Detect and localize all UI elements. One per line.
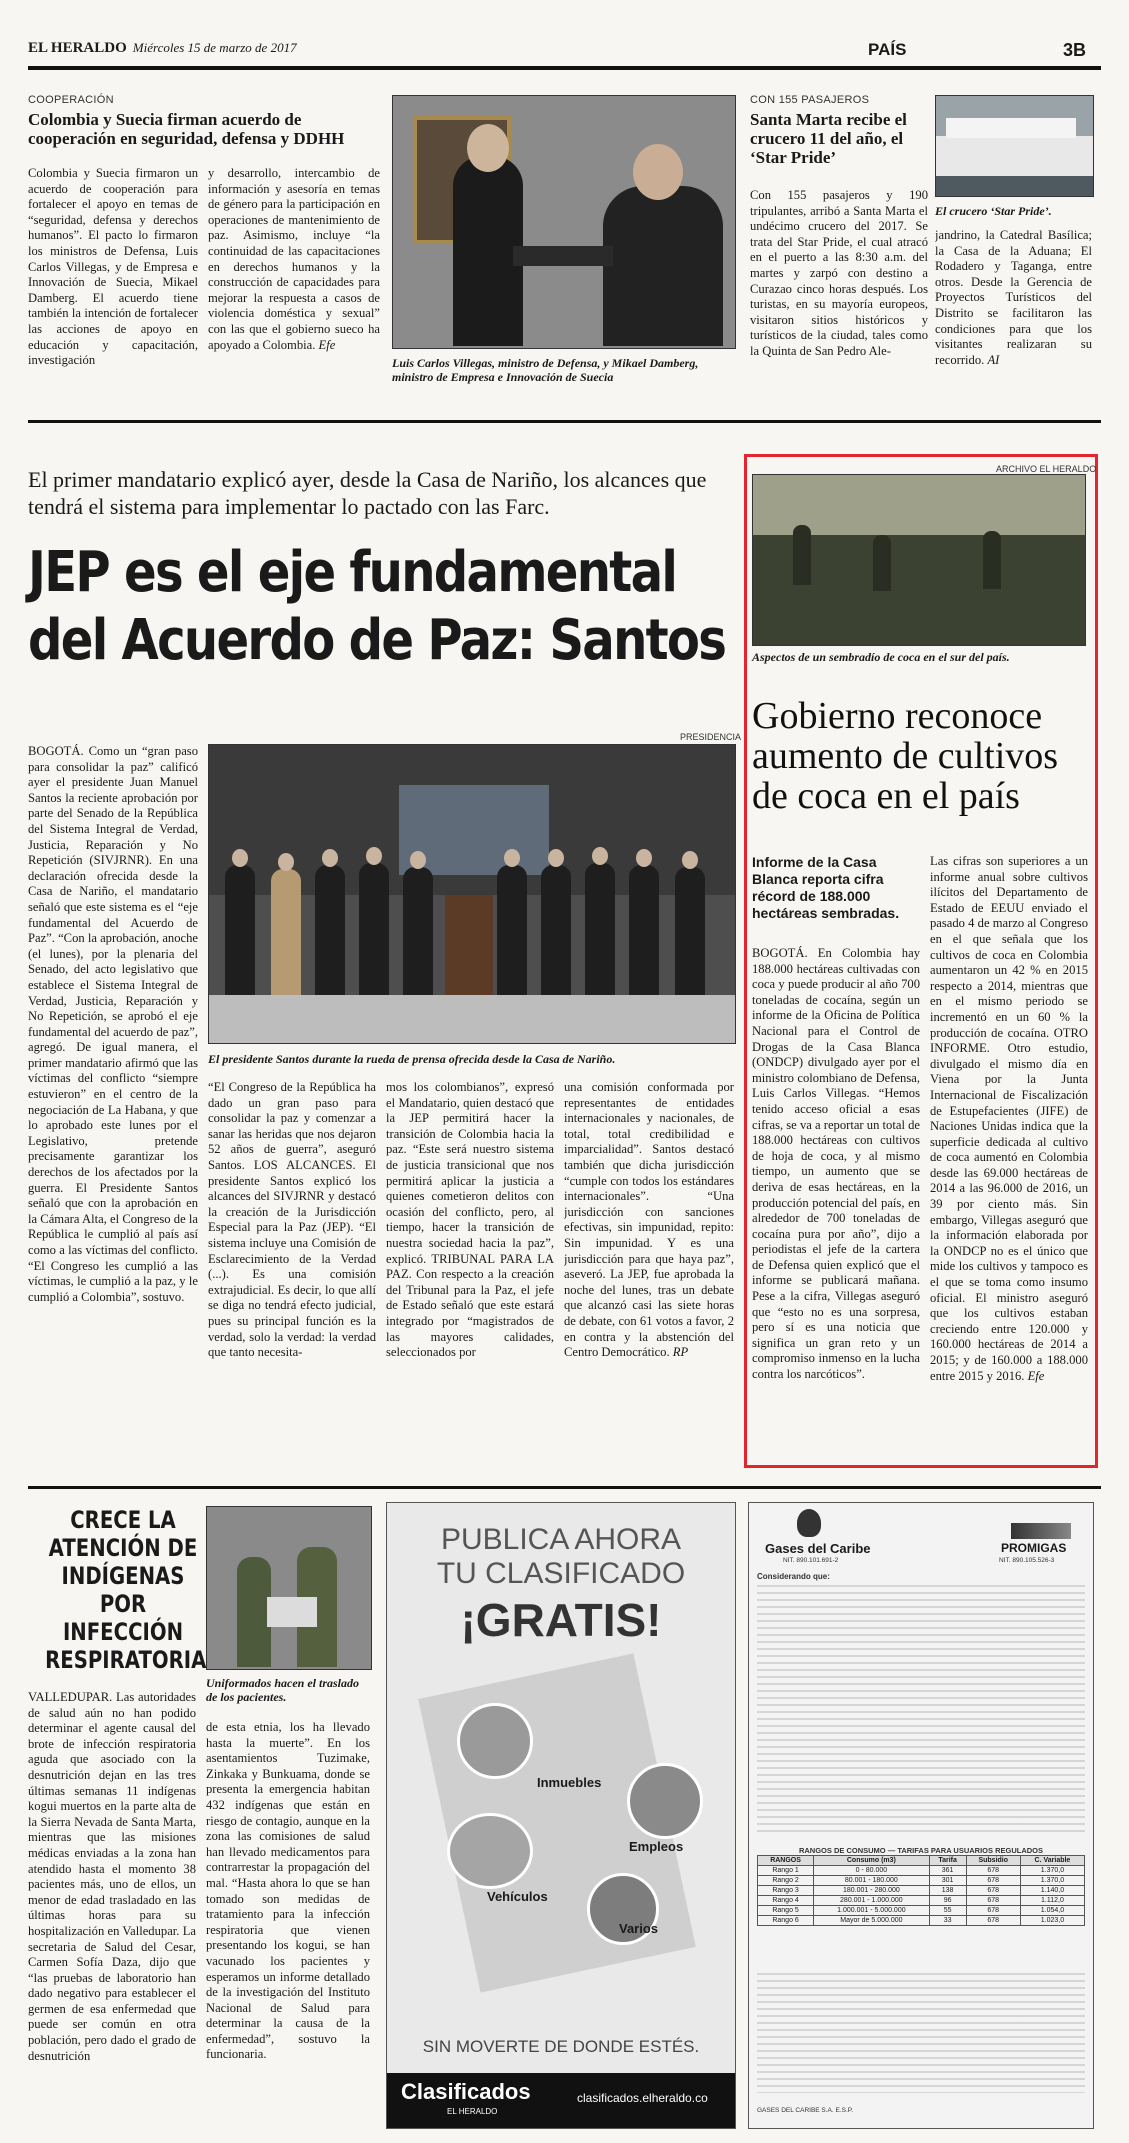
person (403, 867, 433, 995)
table-title2: TARIFAS PARA USUARIOS REGULADOS (897, 1846, 1044, 1855)
gas-footer: GASES DEL CARIBE S.A. E.S.P. (757, 2107, 854, 2114)
section-label: PAÍS (868, 40, 907, 59)
table-row (758, 1885, 1085, 1895)
ad-brand-sub: EL HERALDO (447, 2107, 498, 2116)
person (315, 865, 345, 995)
coca-col2 (930, 854, 1088, 1456)
jep-headline-1: JEP es el eje fundamental (28, 540, 677, 605)
ad-cat-vehiculos: Vehículos (487, 1889, 548, 1904)
stretcher (267, 1597, 317, 1627)
table-cell: 33 (929, 1915, 966, 1925)
podium (445, 895, 493, 995)
person (629, 865, 659, 995)
ad-url: clasificados.elheraldo.co (577, 2091, 708, 2105)
person (497, 865, 527, 995)
person (225, 865, 255, 995)
table-cell: 180.001 - 280.000 (814, 1885, 929, 1895)
jep-col4-text: una comisión conformada por representantes de entidades internacionales y nacionales, de total, total credibilidad e imparcialidad”. Santos destacó también que dicha jurisdicción “cumple con todos los estándares internacionales”. “Una jurisdicción con sanciones efectivas, sin impunidad, repito: Sin impunidad. Y es una jurisdicción para que haya paz”, aseveró. La JEP, fue aprobada la noche del lunes, tras un debate que alcanzó casi las siete horas de debate, con 61 votos a favor, 2 en contra y la abstención del Centro Democrático. (564, 1080, 734, 1360)
issue-date: Miércoles 15 de marzo de 2017 (132, 40, 297, 55)
ad-line1: PUBLICA AHORA (440, 1523, 682, 1556)
coop-kicker: COOPERACIÓN (28, 94, 114, 106)
coop-title: Colombia y Suecia firman acuerdo de cooperación en seguridad, defensa y DDHH (28, 110, 345, 148)
table-cell: 1.370,0 (1020, 1875, 1084, 1885)
table-cell: 678 (966, 1875, 1020, 1885)
jep-col1 (28, 744, 198, 1444)
gas-company-nit: NIT. 890.101.691-2 (783, 1557, 839, 1564)
jep-headline-2: del Acuerdo de Paz: Santos (28, 608, 726, 673)
table-cell: 0 - 80.000 (814, 1865, 929, 1875)
table-cell: 80.001 - 180.000 (814, 1875, 929, 1885)
jep-col2-text: “El Congreso de la República ha dado un gran paso para consolidar la paz y comenzar a sanar las heridas que nos dejaron 52 años de guerra”, aseguró Santos. LOS ALCANCES. El presidente Santos explicó los alcances del SIVJRNR y destacó la creación de la Jurisdicción Especial para la Paz (JEP). “El sistema incluye una Comisión de Esclarecimiento de la Verdad (...). Es una comisión extrajudicial. Es decir, lo que allí se diga no tendrá efecto judicial, pues su principal función es la verdad, solo la verdad: la verdad que tanto necesita- (208, 1080, 376, 1360)
water (936, 176, 1093, 196)
soldier (873, 535, 891, 591)
coop-col1-text: Colombia y Suecia firmaron un acuerdo de cooperación para fortalecer el apoyo en temas de “seguridad, defensa y derechos humanos”. El pacto lo firmaron los ministros de Defensa, Luis Carlos Villegas, y de Empresa e Innovación de Suecia, Mikael Damberg. El acuerdo tiene también la intención de fortalecer las acciones de apoyo en educación y capacitación, investigación (28, 166, 198, 368)
cruise-col2-text: jandrino, la Catedral Basílica; la Casa de la Aduana; El Rodadero y Taganga, entre otros. Desde la Gerencia de Proyectos Turísticos del Distrito se facilitaron las condiciones para que los visitantes realizaran su recorrido. (935, 228, 1092, 367)
table-row (758, 1865, 1085, 1875)
ad-cat-inmuebles: Inmuebles (537, 1775, 602, 1790)
table-title: RANGOS DE CONSUMO (798, 1846, 886, 1855)
coca-col1-text: BOGOTÁ. En Colombia hay 188.000 hectáreas cultivadas con coca y puede producir al año 700 toneladas de cocaína, según un informe de la Oficina de Política Nacional para el Control de Drogas de la Casa Blanca (ONDCP) divulgado ayer por el ministro colombiano de Defensa, Luis Carlos Villegas. “Hemos tenido acceso oficial a esas cifras, se va a reportar un total de 188.000 hectáreas con cultivos de hoja de coca, y al mismo tiempo, un aumento que se deriva de esas hectáreas, en la producción potencial del país, en alrededor de 700 toneladas de cocaína pura por año”, dijo a periodistas el jefe de la cartera de Defensa quien explicó que el informe se publicará mañana. Pese a la cifra, Villegas aseguró que “esto no es una sorpresa, pero sí es una noticia que significa un gran reto y un compromiso inmenso en la lucha contra los narcóticos”. (752, 946, 920, 1382)
cruise-photo (935, 95, 1094, 197)
person (675, 867, 705, 995)
table-cell: 1.000.001 - 5.000.000 (814, 1905, 929, 1915)
page-number: 3B (1063, 40, 1087, 60)
indigenous-col1-text: VALLEDUPAR. Las autoridades de salud aún no han podido determinar el agente causal del brote de infección respiratoria aguda que asociado con la desnutrición dejan en las tres últimas semanas 11 indígenas kogui muertos en la parte alta de la Sierra Nevada de Santa Marta, mientras que las misiones médicas enviadas a la zona han atendido hasta el momento 38 pacientes más, uno de ellos, un menor de edad trasladado en las últimas horas para su hospitalización en Valledupar. La secretaria de Salud del Cesar, Carmen Sofía Daza, dijo que “las pruebas de laboratorio han dado negativo para establecer el germen de esa enfermedad que puede ser común en otra población, pero dado el grado de desnutrición (28, 1690, 196, 2063)
table-header: C. Variable (1020, 1855, 1084, 1865)
fine-print-block-2 (757, 1973, 1085, 2093)
ad-brand: Clasificados (401, 2079, 531, 2104)
cruise-col2 (935, 228, 1092, 398)
empleos-icon (627, 1763, 703, 1839)
flame-icon (797, 1509, 821, 1537)
coca-col2-text: Las cifras son superiores a un informe anual sobre cultivos ilícitos del Departamento de Estado de EEUU enviado el pasado 4 de marzo al Congreso en el que señala que los cultivos de coca en Colombia aumentaron un 42 % en 2015 respecto a 2014, mientras que en el mismo periodo se incrementó en un 60 % la producción de cocaína. OTRO INFORME. Otro estudio, divulgado el mismo día en Viena por la Junta Internacional de Fiscalización de Estupefacientes (JIFE) de Naciones Unidas indica que la superficie dedicada al cultivo de coca aumentó en Colombia desde las 69.000 hectáreas de 2014 a las 96.000 de 2016, un 39 por ciento más. Sin embargo, Villegas aseguró que la información elaborada por la ONDCP no es el único que mide los cultivos y tampoco es el que se toma como insumo oficial. El ministro aseguró que los cultivos estaban creciendo entre 120.000 y 160.000 hectáreas de 2014 a 2015; y de 160.000 a 188.000 entre 2015 y 2016. (930, 854, 1088, 1383)
table-cell: Rango 3 (758, 1885, 814, 1895)
section-rule-1 (28, 420, 1101, 423)
floor (209, 995, 735, 1043)
gas-notice (748, 1502, 1094, 2129)
indigenous-caption: Uniformados hacen el traslado de los pacientes. (206, 1676, 360, 1704)
indigenous-headline: CRECE LA ATENCIÓN DE INDÍGENAS POR INFECCIÓN RESPIRATORIA (45, 1506, 207, 1674)
jep-col1-text: BOGOTÁ. Como un “gran paso para consolidar la paz” calificó ayer el presidente Juan Manuel Santos la reciente aprobación por parte del Senado de la República del Sistema Integral de Verdad, Justicia, Reparación y No Repetición (SIVJRNR). En una declaración ofrecida desde la Casa de Nariño, el mandatario señaló que este sistema es el “eje fundamental del Acuerdo de Paz”. “Con la aprobación, anoche (el lunes), por la plenaria del Senado, del acto legislativo que establece el Sistema Integral de Verdad, Justicia, Reparación y No Repetición, se aprobó el eje fundamental del acuerdo de paz”, agregó. De igual manera, el primer mandatario afirmó que las víctimas del conflicto “siempre estuvieron” en el centro de la negociación de La Habana, y que lo aprobado este lunes por el Legislativo, pretende precisamente garantizar los derechos de los afectados por la guerra. El Presidente Santos señaló que con la aprobación en la Cámara Alta, el Congreso de la República le cumplió al país así como a las víctimas del conflicto. “El Congreso les cumplió a las víctimas, le cumplió a la paz, y le cumplió a Colombia”, sostuvo. (28, 744, 198, 1304)
gas-company: Gases del Caribe (765, 1541, 871, 1556)
promigas-logo-mark (1011, 1523, 1071, 1539)
table-cell: 678 (966, 1895, 1020, 1905)
table-header-row (758, 1855, 1085, 1865)
tariff-table (757, 1855, 1085, 1926)
table-row (758, 1875, 1085, 1885)
coca-credit: ARCHIVO EL HERALDO (996, 464, 1097, 474)
person (359, 863, 389, 995)
ad-line3: ¡GRATIS! (460, 1594, 662, 1646)
indigenous-photo (206, 1506, 372, 1670)
table-header: Consumo (m3) (814, 1855, 929, 1865)
person (585, 863, 615, 995)
jep-col3 (386, 1080, 554, 1444)
ship-deck (946, 118, 1076, 138)
table-cell: 96 (929, 1895, 966, 1905)
masthead-rule (28, 66, 1101, 70)
indigenous-col2 (206, 1720, 370, 2130)
jep-col4 (564, 1080, 734, 1444)
table-cell: 1.370,0 (1020, 1865, 1084, 1875)
jep-col2 (208, 1080, 376, 1444)
table-cell: 1.023,0 (1020, 1915, 1084, 1925)
paper-name: EL HERALDO (28, 40, 127, 56)
table-header: RANGOS (758, 1855, 814, 1865)
ship-hull (936, 136, 1093, 176)
table-cell: 1.054,0 (1020, 1905, 1084, 1915)
table-cell: 678 (966, 1905, 1020, 1915)
person (541, 865, 571, 995)
vehiculos-icon (447, 1813, 533, 1889)
table-cell: Rango 6 (758, 1915, 814, 1925)
table-cell: Rango 5 (758, 1905, 814, 1915)
jep-photo (208, 744, 736, 1044)
jep-author: RP (672, 1345, 689, 1360)
ad-line2: TU CLASIFICADO (436, 1557, 686, 1590)
cruise-col1-text: Con 155 pasajeros y 190 tripulantes, arribó a Santa Marta el undécimo crucero del 2017. Se trata del Star Pride, el cual atracó en el puerto a las 8:30 a.m. del martes y zarpó con destino a Curazao cinco horas después. Los turistas, en su mayoría europeos, visitaron sitios históricos y turísticos de la ciudad, tales como la Quinta de San Pedro Ale- (750, 188, 928, 358)
table-cell: 678 (966, 1885, 1020, 1895)
jep-caption: El presidente Santos durante la rueda de prensa ofrecida desde la Casa de Nariño. (208, 1052, 616, 1066)
indigenous-col1 (28, 1690, 196, 2130)
coca-col1 (752, 946, 920, 1456)
cruise-author: AI (987, 352, 1000, 367)
table-cell: Rango 2 (758, 1875, 814, 1885)
table-cell: 138 (929, 1885, 966, 1895)
table-row (758, 1905, 1085, 1915)
table-row (758, 1895, 1085, 1905)
coop-col2 (208, 166, 380, 398)
table-cell: 678 (966, 1865, 1020, 1875)
fine-print-block (757, 1585, 1085, 1835)
gas-tariff-table (757, 1847, 1085, 1926)
coop-author: Efe (318, 337, 336, 352)
table-cell: 301 (929, 1875, 966, 1885)
gas-partner-nit: NIT. 890.105.526-3 (999, 1557, 1055, 1564)
table-cell: 678 (966, 1915, 1020, 1925)
table-cell: 280.001 - 1.000.000 (814, 1895, 929, 1905)
coop-photo (392, 95, 736, 349)
table-row (758, 1915, 1085, 1925)
table-cell: 55 (929, 1905, 966, 1915)
jep-col3-text: mos los colombianos”, expresó el Mandatario, quien destacó que la JEP permitirá hacer la transición de Colombia hacia la paz. “Este será nuestro sistema de justicia transicional que nos permitirá aplicar la justicia a quienes cometieron delitos con ocasión del conflicto, pero, al tiempo, hacer la transición de nuestra sociedad hacia la paz”, explicó. TRIBUNAL PARA LA PAZ. Con respecto a la creación del Tribunal para la Paz, el jefe de Estado señaló que este estará integrado por “magistrados de las mayores calidades, seleccionados por (386, 1080, 554, 1360)
ad-cat-empleos: Empleos (629, 1839, 684, 1854)
jep-credit: PRESIDENCIA (680, 732, 742, 742)
table-cell: 361 (929, 1865, 966, 1875)
section-rule-2 (28, 1486, 1101, 1489)
cruise-kicker: CON 155 PASAJEROS (750, 94, 870, 106)
cruise-col1 (750, 188, 928, 398)
indigenous-col2-text: de esta etnia, los ha llevado hasta la muerte”. En los asentamientos Tuzimake, Zinkaka y Bunkuama, donde se presenta la emergencia habitan 432 indígenas que están en riesgo de contagio, aunque en la zona las comisiones de salud han llevado medicamentos para contrarrestar la propagación del mal. “Hasta ahora lo que se han tomado son medidas de tratamiento para la infección respiratoria que vienen presentando los kogui, se han vacunado los pacientes y esperamos un informe detallado de la investigación del Instituto Nacional de Salud para determinar la causa de la enfermedad”, sostuvo la funcionaria. (206, 1720, 370, 2062)
coop-caption: Luis Carlos Villegas, ministro de Defensa, y Mikael Damberg, ministro de Empresa e Innovación de Suecia (392, 356, 699, 384)
ad-footer (387, 2073, 735, 2128)
person (271, 869, 301, 995)
person-left-head (467, 124, 509, 172)
table-cell: 1.112,0 (1020, 1895, 1084, 1905)
coca-caption: Aspectos de un sembradío de coca en el sur del país. (752, 650, 1010, 664)
coop-col1 (28, 166, 198, 398)
ad-tagline: SIN MOVERTE DE DONDE ESTÉS. (422, 2037, 700, 2056)
table-header: Subsidio (966, 1855, 1020, 1865)
person-right-head (633, 144, 683, 200)
cruise-title: Santa Marta recibe el crucero 11 del año, el ‘Star Pride’ (750, 110, 907, 167)
ad-cat-varios: Varios (619, 1921, 659, 1936)
table-cell: 1.140,0 (1020, 1885, 1084, 1895)
soldier (237, 1557, 271, 1667)
table-cell: Rango 1 (758, 1865, 814, 1875)
soldier (793, 525, 811, 585)
gas-partner: PROMIGAS (1001, 1541, 1067, 1555)
table-cell: Rango 4 (758, 1895, 814, 1905)
table-header: Tarifa (929, 1855, 966, 1865)
jep-deck: El primer mandatario explicó ayer, desde la Casa de Nariño, los alcances que tendrá el sistema para implementar lo pactado con las Farc. (28, 467, 707, 519)
coca-subhead: Informe de la Casa Blanca reporta cifra récord de 188.000 hectáreas sembradas. (752, 854, 900, 921)
coca-author: Efe (1027, 1368, 1045, 1383)
cruise-caption: El crucero ‘Star Pride’. (935, 204, 1052, 218)
coca-photo (752, 474, 1086, 646)
masthead-paper (28, 40, 297, 57)
coca-headline: Gobierno reconoce aumento de cultivos de coca en el país (752, 695, 1059, 817)
gas-considering: Considerando que: (757, 1572, 830, 1581)
soldier (983, 531, 1001, 589)
table-caption: RANGOS DE CONSUMO — TARIFAS PARA USUARIOS REGULADOS (798, 1846, 1044, 1855)
inmuebles-icon (457, 1703, 533, 1779)
person-right (603, 186, 723, 346)
classified-ad (386, 1502, 736, 2129)
handshake-folder (513, 246, 613, 266)
table-cell: Mayor de 5.000.000 (814, 1915, 929, 1925)
coop-col2-text: y desarrollo, intercambio de información y asesoría en temas de género para la participación en operaciones de mantenimiento de paz. Asimismo, incluye “la continuidad de las capacitaciones en derechos humanos y la construcción de capacidades para mejorar la respuesta a casos de violencia doméstica y sexual” con las que el gobierno sueco ha apoyado a Colombia. (208, 166, 380, 352)
